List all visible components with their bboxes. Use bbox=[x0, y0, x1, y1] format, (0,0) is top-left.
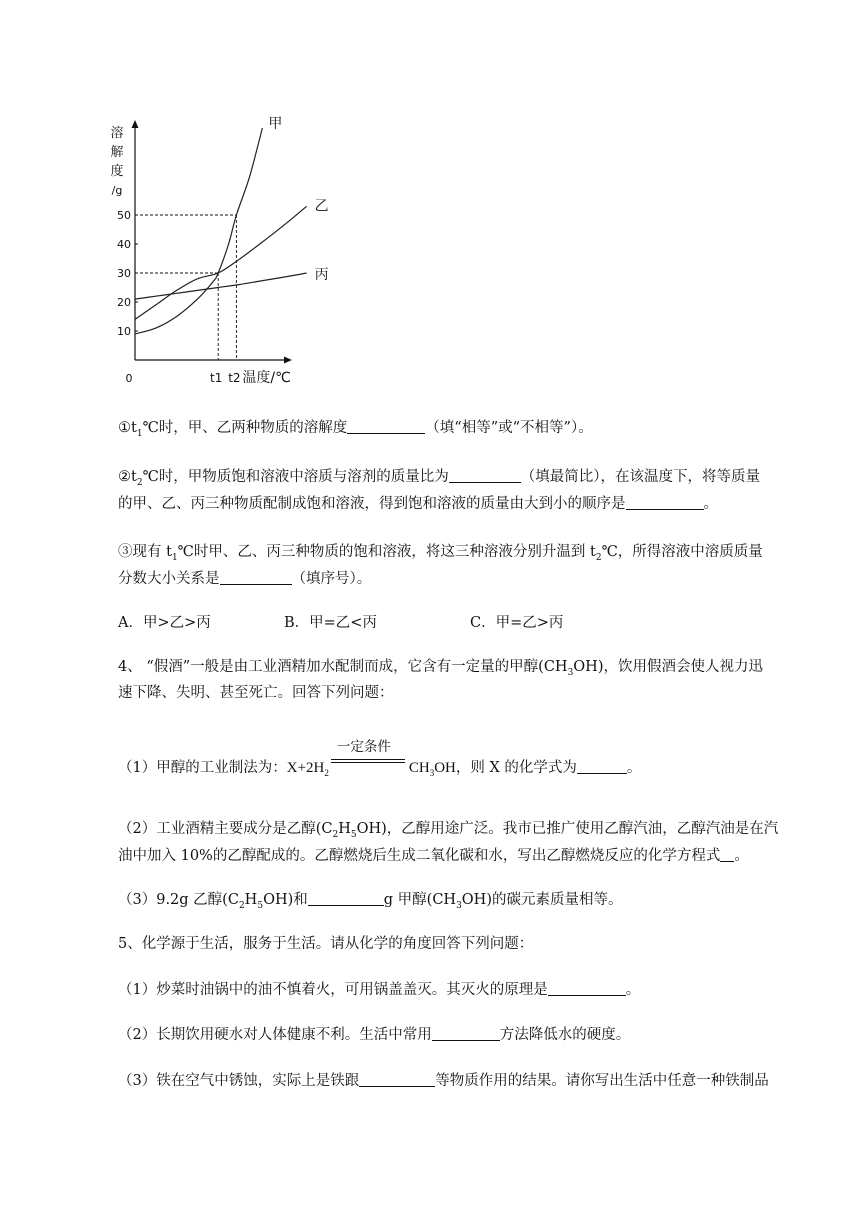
q3-part-3: ③现有 $t_1℃$时甲、乙、丙三种物质的饱和溶液，将这三种溶液分别升温到 $t_2℃$，所得溶液中溶质质量 bbox=[118, 544, 763, 563]
y-axis-label: /g bbox=[111, 184, 123, 197]
q3-2-order-blank[interactable] bbox=[626, 493, 704, 510]
q4-sub-3: （3）9.2g 乙醇$(C_2H_5OH)$和 g 甲醇$(CH_3OH)$的碳元素质量相等。 bbox=[118, 889, 623, 917]
q5-intro: 5、化学源于生活，服务于生活。请从化学的角度回答下列问题： bbox=[118, 936, 534, 952]
q3-2-ratio-blank[interactable] bbox=[449, 466, 521, 483]
q4-3-answer-blank[interactable] bbox=[308, 889, 384, 906]
x-axis-arrow bbox=[284, 357, 292, 364]
series-label-2: 乙 bbox=[314, 198, 329, 215]
series-label-3: 丙 bbox=[314, 267, 329, 283]
q4-intro-line2: 速下降、失明、甚至死亡。回答下列问题： bbox=[118, 685, 394, 701]
series-curve-1 bbox=[135, 128, 262, 334]
y-tick-label: 10 bbox=[117, 325, 131, 338]
q5-sub-2: （2）长期饮用硬水对人体健康不利。生活中常用 方法降低水的硬度。 bbox=[118, 1024, 630, 1046]
q5-3-answer-blank[interactable] bbox=[359, 1070, 435, 1087]
y-tick-label: 30 bbox=[117, 267, 131, 280]
q4-sub-2-line2: 油中加入 10%的乙醇配成的。乙醇燃烧后生成二氧化碳和水，写出乙醇燃烧反应的化学方程式 。 bbox=[118, 845, 749, 867]
q5-2-answer-blank[interactable] bbox=[432, 1024, 500, 1041]
series-curve-2 bbox=[135, 206, 307, 319]
solubility-chart bbox=[100, 110, 329, 390]
option-b[interactable]: B．甲=乙<丙 bbox=[284, 615, 377, 631]
option-a[interactable]: A．甲>乙>丙 bbox=[118, 615, 211, 631]
q4-1-answer-blank[interactable] bbox=[577, 757, 627, 774]
y-axis-arrow bbox=[132, 120, 139, 128]
q5-sub-1: （1）炒菜时油锅中的油不慎着火，可用锅盖盖灭。其灭火的原理是 。 bbox=[118, 979, 640, 1001]
x-axis-label: 温度/℃ bbox=[242, 370, 291, 386]
q5-sub-3: （3）铁在空气中锈蚀，实际上是铁跟 等物质作用的结果。请你写出生活中任意一种铁制品 bbox=[118, 1070, 769, 1092]
q3-options bbox=[118, 612, 563, 634]
y-axis-label: 解 bbox=[110, 145, 124, 160]
q4-sub-2: （2）工业酒精主要成分是乙醇$(C_2H_5OH)$，乙醇用途广泛。我市已推广使用乙醇汽油，乙醇汽油是在汽 bbox=[118, 821, 779, 840]
chart-axes bbox=[132, 120, 293, 364]
q3-1-answer-blank[interactable] bbox=[347, 417, 425, 434]
q3-part-2-line2: 的甲、乙、丙三种物质配制成饱和溶液，得到饱和溶液的质量由大到小的顺序是 。 bbox=[118, 493, 718, 515]
x-tick-label: t1 bbox=[210, 371, 223, 385]
y-tick-label: 20 bbox=[117, 296, 131, 309]
chart-labels bbox=[110, 116, 328, 386]
q4-2-answer-blank[interactable] bbox=[720, 845, 734, 862]
origin-label: 0 bbox=[125, 372, 133, 385]
q3-part-2: $②t_2℃$时，甲物质饱和溶液中溶质与溶剂的质量比为 （填最简比），在该温度下，将等质量 bbox=[118, 466, 760, 494]
q4-sub-1: （1）甲醇的工业制法为：$X+2H_2$ 一定条件 $CH_3OH$，则 X 的化学式为 。 bbox=[118, 739, 642, 778]
chart-series bbox=[135, 128, 307, 334]
reaction-arrow: 一定条件 bbox=[329, 750, 409, 772]
q4-intro: 4、 “假酒”一般是由工业酒精加水配制而成，它含有一定量的甲醇$(CH_3OH)$，饮用假酒会使人视力迅 bbox=[118, 659, 763, 678]
option-c[interactable]: C．甲=乙>丙 bbox=[470, 615, 564, 631]
y-axis-label: 度 bbox=[110, 164, 124, 179]
y-tick-label: 50 bbox=[117, 209, 131, 222]
q3-3-answer-blank[interactable] bbox=[220, 568, 292, 585]
y-axis-label: 溶 bbox=[110, 126, 124, 141]
reaction-reactants: $X+2H_2$ bbox=[286, 760, 329, 778]
reaction-product: $CH_3OH$ bbox=[408, 760, 456, 778]
x-tick-label: t2 bbox=[228, 371, 241, 385]
series-label-1: 甲 bbox=[268, 116, 283, 132]
q3-part-1: $①t_1℃$时，甲、乙两种物质的溶解度 （填“相等”或“不相等”）。 bbox=[118, 417, 593, 445]
series-curve-3 bbox=[135, 273, 307, 299]
q5-1-answer-blank[interactable] bbox=[548, 979, 626, 996]
y-tick-label: 40 bbox=[117, 238, 131, 251]
q3-part-3-line2: 分数大小关系是 （填序号）。 bbox=[118, 568, 371, 590]
